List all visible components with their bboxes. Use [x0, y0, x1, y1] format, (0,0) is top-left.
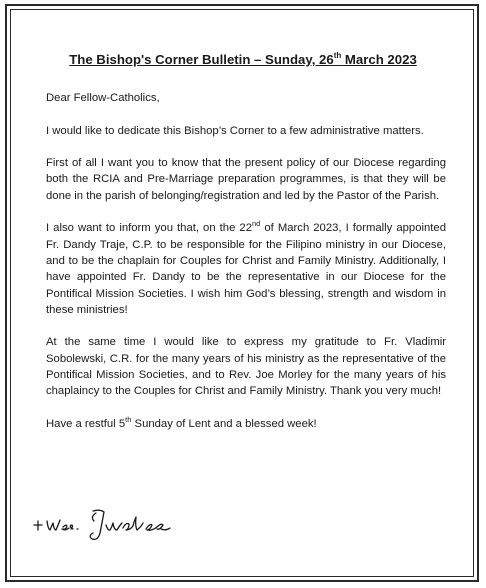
handwritten-signature — [30, 503, 200, 545]
closing-text-start: Have a restful 5 — [46, 417, 126, 430]
paragraph-intro: I would like to dedicate this Bishop’s Corner to a few administrative matters. — [46, 124, 424, 137]
title-ordinal: th — [333, 51, 342, 60]
letter-body — [46, 90, 446, 432]
paragraph-appointment — [46, 220, 446, 318]
paragraph-policy: First of all I want you to know that the present policy of our Diocese regarding both the RCIA and Pre-Marriage preparation programmes, is that they will be done in the parish of belonging/registration and led by the Pastor of the Parish. — [46, 157, 446, 202]
closing-text-rest: Sunday of Lent and a blessed week! — [131, 417, 317, 430]
paragraph-closing — [46, 416, 446, 432]
closing-ordinal: th — [125, 414, 132, 424]
appointment-text-rest: of March 2023, I formally appointed Fr. Dandy Traje, C.P. to be responsible for the Filipino ministry in our Diocese, and to be the chaplain for Couples for Christ and Family Ministry. Additionally, I have appointed Fr. Dandy to be the representative in our Diocese for the Pontifical Mission Societies. I wish him God’s blessing, strength and wisdom in these ministries! — [46, 222, 446, 316]
title-month-year: March 2023 — [341, 52, 417, 67]
title-text: The Bishop's Corner Bulletin – Sunday, 26 — [69, 52, 334, 67]
appointment-ordinal: nd — [251, 219, 261, 229]
paragraph-gratitude: At the same time I would like to express my gratitude to Fr. Vladimir Sobolewski, C.R. for the many years of his ministry as the representative of the Pontifical Mission Societies, and to Rev. Joe Morley for the many years of his chaplaincy to the Couples for Christ and Family Ministry. Thank you very much! — [46, 336, 446, 398]
bulletin-title — [0, 52, 486, 67]
salutation: Dear Fellow-Catholics, — [46, 92, 160, 104]
appointment-text-start: I also want to inform you that, on the 22 — [46, 222, 252, 235]
